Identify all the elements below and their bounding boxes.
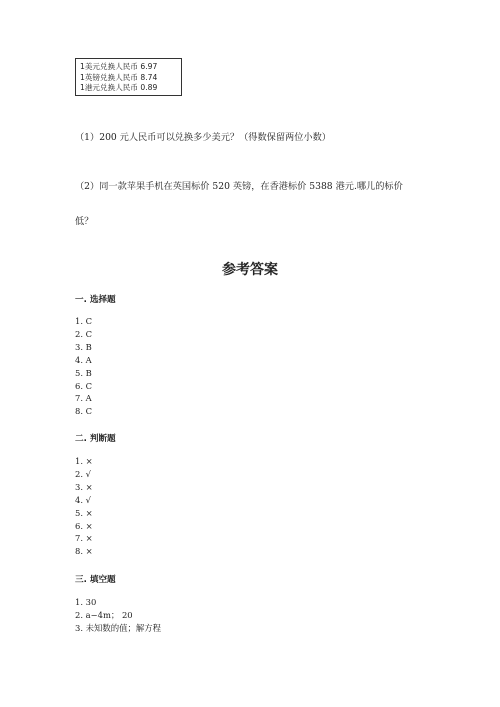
answer-item: 2. a−4m； 20: [75, 609, 133, 620]
answer-list-choice: [75, 315, 92, 418]
answer-item: 6. C: [75, 380, 93, 391]
answer-item: 6. ×: [75, 520, 93, 531]
answer-item: 1. C: [75, 316, 93, 326]
answer-item: 5. ×: [75, 507, 93, 518]
answer-item: 2. √: [75, 468, 91, 479]
answer-item: 8. ×: [75, 546, 93, 557]
answer-item: 3. 未知数的值；解方程: [75, 622, 162, 633]
section-heading-choice: 一. 选择题: [75, 295, 116, 305]
answer-list-judge: [75, 455, 93, 558]
answer-item: 1. ×: [75, 456, 93, 466]
answer-item: 3. ×: [75, 481, 93, 492]
answer-item: 2. C: [75, 328, 93, 339]
rate-usd: 1美元兑换人民币 6.97: [80, 62, 158, 71]
rate-hkd: 1港元兑换人民币 0.89: [80, 83, 158, 92]
rate-gbp: 1英镑兑换人民币 8.74: [80, 72, 158, 82]
answer-item: 8. C: [75, 406, 93, 417]
question-1: （1）200 元人民币可以兑换多少美元？（得数保留两位小数）: [75, 132, 331, 143]
section-heading-judge: 二. 判断题: [75, 434, 116, 444]
question-2-line-1: （2）同一款苹果手机在英国标价 520 英镑，在香港标价 5388 港元.哪儿的标价: [75, 181, 403, 192]
answer-item: 4. √: [75, 494, 91, 505]
answer-list-fill: [75, 596, 161, 635]
section-heading-fill: 三. 填空题: [75, 575, 116, 585]
answer-item: 7. A: [75, 393, 92, 404]
answer-item: 7. ×: [75, 533, 93, 544]
exchange-rate-table: [75, 58, 182, 96]
question-2-line-2: 低？: [75, 216, 94, 227]
answer-item: 5. B: [75, 367, 92, 378]
answer-title: 参考答案: [222, 262, 278, 278]
answer-item: 1. 30: [75, 597, 97, 607]
answer-item: 3. B: [75, 341, 92, 352]
answer-item: 4. A: [75, 354, 92, 365]
